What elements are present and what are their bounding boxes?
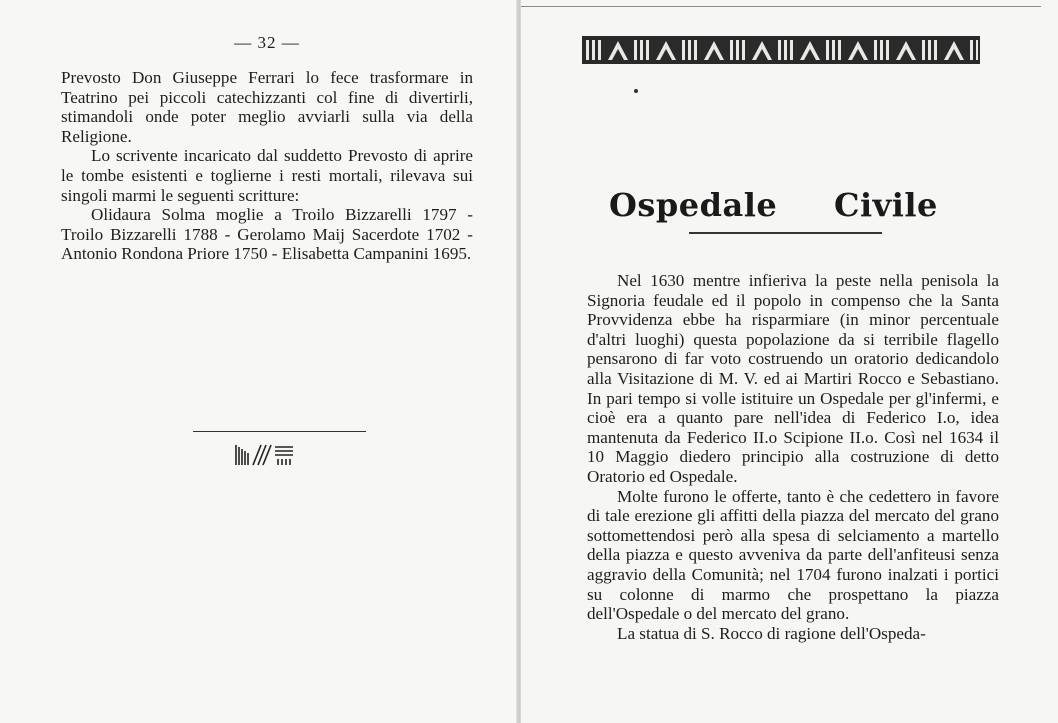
left-paragraph-2: Lo scrivente incaricato dal suddetto Prevosto di aprire le tombe esistenti e toglierne i resti mortali, rilevava sui singoli marmi le seguenti scritture: xyxy=(61,146,473,205)
end-rule xyxy=(193,431,366,432)
ornament-dot xyxy=(634,89,638,93)
left-page xyxy=(0,0,519,723)
heading-rule xyxy=(689,232,882,234)
right-paragraph-3: La statua di S. Rocco di ragione dell'Ospeda- xyxy=(617,623,926,643)
section-heading xyxy=(609,186,969,226)
left-paragraph-1: Prevosto Don Giuseppe Ferrari lo fece trasformare in Teatrino pei piccoli catechizzanti col fine di divertirli, stimandoli onde poter meglio avviarli sulla via della Religione. xyxy=(61,68,473,146)
heading-word-ospedale: Ospedale xyxy=(609,186,778,224)
page-number: — 32 — xyxy=(234,33,300,52)
top-rule xyxy=(521,6,1041,7)
right-paragraph-2: Molte furono le offerte, tanto è che cedettero in favore di tale erezione gli affitti della piazza del mercato del grano sottomettendosi però alla spesa di selciamento a martello della piazza e questo avveniva da parte dell'anfiteusi senza aggravio della Comunità; nel 1704 furono inalzati i portici su colonne di marmo che prospettano la piazza dell'Ospedale o del mercato del grano. xyxy=(587,486,999,624)
right-paragraph-1: Nel 1630 mentre infieriva la peste nella penisola la Signoria feudale ed il popolo in compenso che la Santa Provvidenza ebbe ha risparmiare (in minor percentuale d'altri luoghi) questa popolazione da si terribile flagello pensarono di far voto costruendo un oratorio dedicandolo alla Visitazione di M. V. ed ai Martiri Rocco e Sebastiano. In pari tempo si volle istituire un Ospedale per gl'infermi, e cioè era a quanto pare nell'idea di Federico I.o, idea mantenuta da Federico II.o Scipione II.o. Così nel 1634 il 10 Maggio diedero principio alla costruzione di detto Oratorio ed Ospedale. xyxy=(587,271,999,486)
end-ornament-icon xyxy=(233,441,295,467)
right-page-text xyxy=(587,271,999,643)
heading-word-civile: Civile xyxy=(834,186,938,224)
left-page-text xyxy=(61,68,473,264)
header-ornament-icon xyxy=(582,36,980,64)
left-paragraph-3: Olidaura Solma moglie a Troilo Bizzarelli 1797 - Troilo Bizzarelli 1788 - Gerolamo Maij Sacerdote 1702 - Antonio Rondona Priore 1750 - Elisabetta Campanini 1695. xyxy=(61,205,473,264)
right-page xyxy=(521,0,1058,723)
